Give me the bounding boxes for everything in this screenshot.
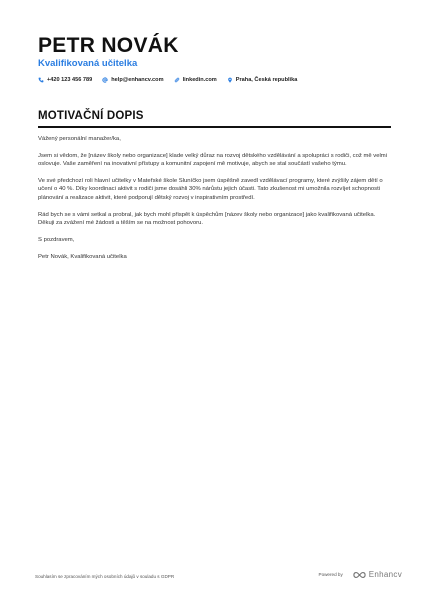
email-text: help@enhancv.com <box>111 77 164 83</box>
contact-location <box>227 77 298 83</box>
powered-by-label: Powered by <box>318 572 343 577</box>
letter-paragraph: Rád bych se s vámi setkal a probral, jak bych mohl přispět k úspěchům [název školy nebo organizace] jako kvalifikovaná učitelka. Děkuji za zvážení mé žádosti a těším se na možnost pohovoru. <box>38 211 376 227</box>
section-heading: MOTIVAČNÍ DOPIS <box>38 110 144 122</box>
linkedin-text: linkedin.com <box>182 77 217 83</box>
contact-email[interactable] <box>102 77 163 83</box>
phone-text: +420 123 456 789 <box>47 77 93 83</box>
letter-greeting: Vážený personální manažer/ka, <box>38 136 121 142</box>
applicant-title: Kvalifikovaná učitelka <box>38 58 138 69</box>
location-pin-icon <box>227 77 233 83</box>
enhancv-wordmark: Enhancv <box>368 570 402 579</box>
at-sign-icon <box>102 77 108 83</box>
letter-closing: S pozdravem, <box>38 236 75 243</box>
link-icon <box>174 77 180 83</box>
contact-phone[interactable] <box>38 77 92 83</box>
footer-branding <box>319 570 403 579</box>
enhancv-logo-icon <box>353 571 366 579</box>
contact-bar <box>38 77 400 83</box>
applicant-name: PETR NOVÁK <box>38 34 179 57</box>
contact-linkedin[interactable] <box>174 77 217 83</box>
letter-paragraph: Ve své předchozí roli hlavní učitelky v Mateřské škole Sluníčko jsem úspěšně zavedl vzdělávací programy, které zvýšily zájem dětí o učení o 40 %. Díky koordinaci aktivit s rodiči jsme dosáhli 30% nárůstu jejich účasti. Tato zkušenost mi umožnila rozvíjet schopnosti plánování a realizace aktivit, které podporují dětský rozvoj v inspirativním prostředí. <box>38 178 383 201</box>
phone-icon <box>38 77 44 83</box>
letter-signature: Petr Novák, Kvalifikovaná učitelka <box>38 253 127 260</box>
enhancv-logo[interactable] <box>353 570 402 579</box>
letter-paragraph: Jsem si vědom, že [název školy nebo organizace] klade velký důraz na rozvoj dětského vzdělávání a spolupráci s rodiči, což mě velmi oslovuje. Vaše zaměření na inovativní přístupy a komunitní zapojení mě motivuje, abych se stal součástí vašeho týmu. <box>38 152 388 168</box>
section-divider <box>38 126 391 128</box>
gdpr-consent: Souhlasím se zpracováním mých osobních údajů v souladu s GDPR <box>35 574 175 579</box>
letter-body <box>38 135 390 269</box>
location-text: Praha, Česká republika <box>235 77 298 83</box>
